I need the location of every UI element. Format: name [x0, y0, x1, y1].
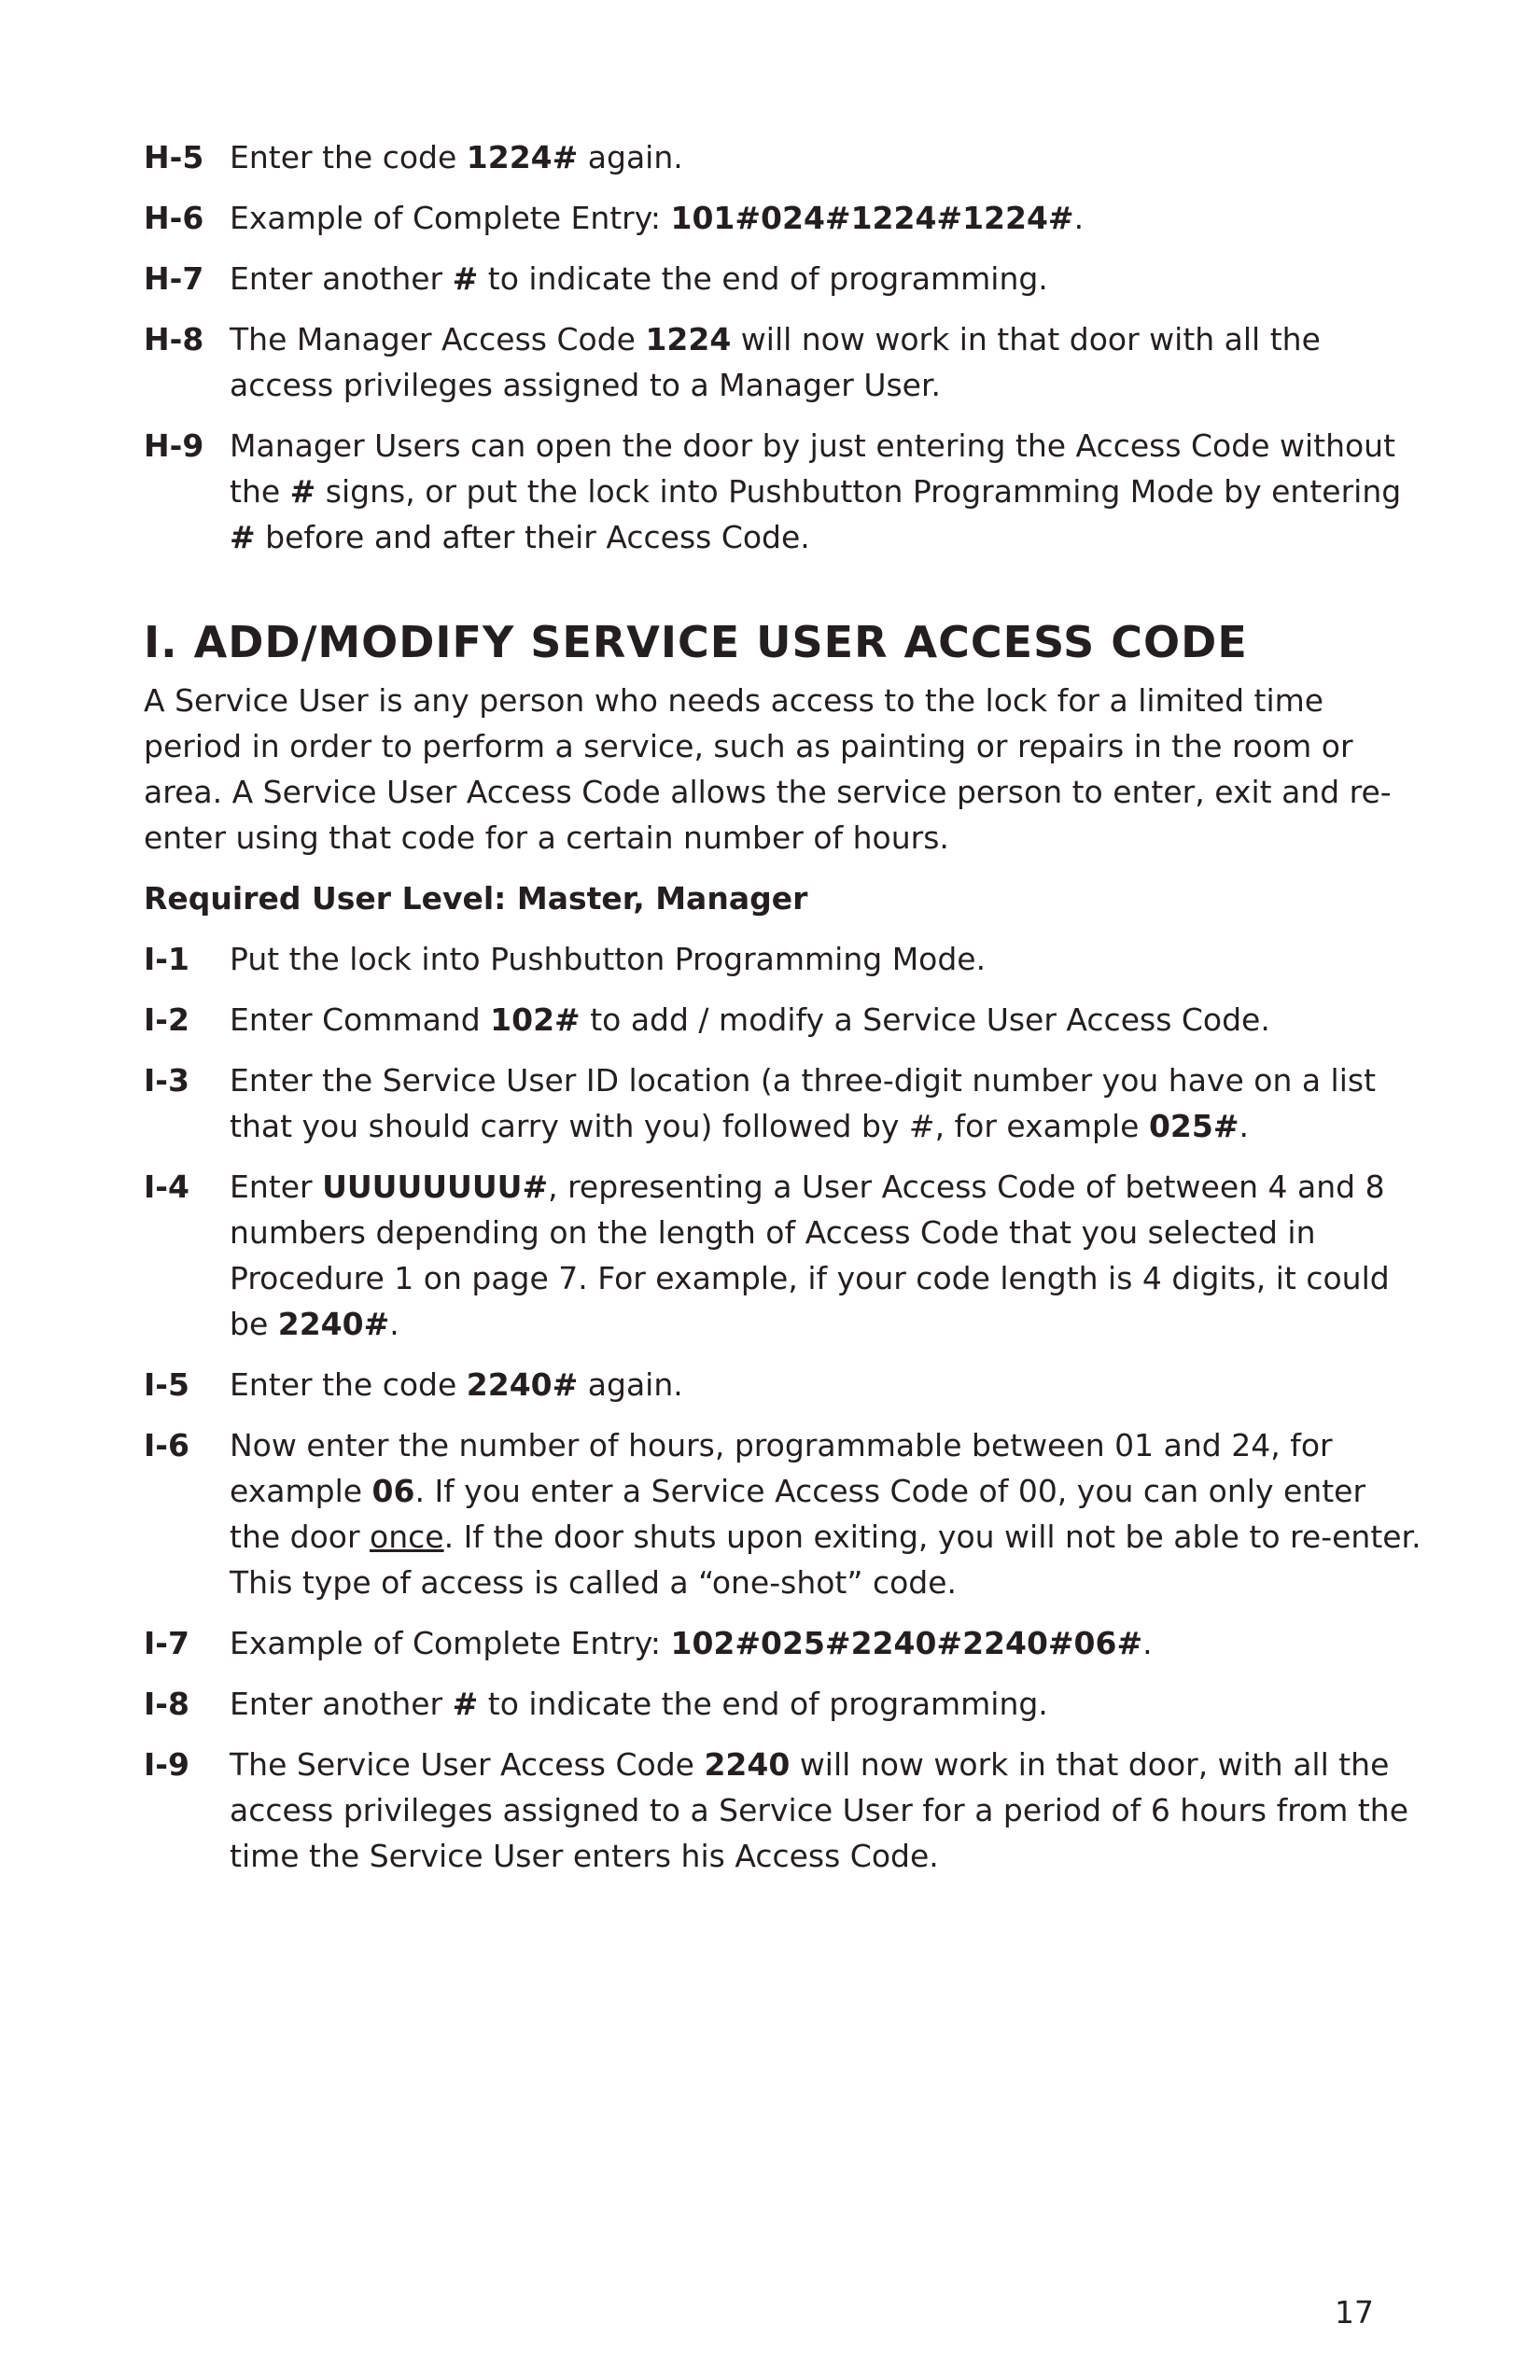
- step-text-run: .: [1142, 1625, 1153, 1661]
- step-text-run: The Manager Access Code: [230, 321, 646, 357]
- step-item: [144, 997, 1422, 1043]
- step-text-run: .: [1239, 1108, 1249, 1144]
- step-label: I-3: [144, 1062, 189, 1099]
- step-code: 2240#: [466, 1366, 579, 1403]
- step-item: [144, 1620, 1422, 1666]
- step-item: [144, 1742, 1422, 1879]
- step-text-run: .: [389, 1306, 399, 1342]
- step-text-run: Enter another: [230, 260, 453, 297]
- step-text-run: .: [1073, 200, 1085, 236]
- step-text: [230, 134, 1422, 180]
- step-label: H-7: [144, 260, 204, 297]
- step-text-run: to indicate the end of programming.: [478, 1686, 1048, 1722]
- step-code: 1224#: [466, 139, 579, 175]
- step-code: 102#: [490, 1001, 581, 1038]
- step-text-run: again.: [578, 139, 683, 175]
- step-code: 2240#: [277, 1306, 390, 1342]
- step-text: [230, 316, 1422, 408]
- required-user-level: Required User Level: Master, Manager: [144, 880, 808, 917]
- step-code: 101#024#1224#1224#: [670, 200, 1074, 236]
- section-heading: I. ADD/MODIFY SERVICE USER ACCESS CODE: [144, 617, 1248, 667]
- step-text-run: Enter another: [230, 1686, 453, 1722]
- step-code: #: [452, 260, 479, 297]
- step-text-run: will now work in that door, with all the access privileges assigned to a Service User for a period of 6 hours from the time the Service User enters his Access Code.: [230, 1746, 1409, 1874]
- step-label: I-5: [144, 1366, 189, 1403]
- step-item: [144, 1422, 1422, 1605]
- step-item: [144, 1362, 1422, 1407]
- step-item: [144, 1057, 1422, 1149]
- step-label: I-7: [144, 1625, 189, 1661]
- step-text-run: Enter: [230, 1169, 323, 1205]
- step-text-run: . If you enter a Service Access Code of 00, you can only enter the door: [230, 1473, 1366, 1555]
- step-label: H-6: [144, 200, 204, 236]
- step-text: [230, 997, 1422, 1043]
- step-text: [230, 195, 1422, 241]
- step-code: #: [230, 519, 256, 555]
- step-item: [144, 316, 1422, 408]
- step-code: 102#025#2240#2240#06#: [670, 1625, 1143, 1661]
- step-item: [144, 195, 1422, 241]
- step-text-run: Enter Command: [230, 1001, 491, 1038]
- step-item: [144, 256, 1422, 301]
- step-text-run: Example of Complete Entry:: [230, 200, 671, 236]
- step-text: [230, 1422, 1422, 1605]
- step-text-run: Manager Users can open the door by just entering the Access Code without the: [230, 427, 1396, 510]
- h-steps-list: [144, 134, 1422, 560]
- step-label: I-1: [144, 941, 189, 977]
- step-label: I-9: [144, 1746, 189, 1783]
- step-text: [230, 423, 1422, 560]
- step-text: [230, 1057, 1422, 1149]
- step-text-run: Enter the Service User ID location (a three-digit number you have on a list that you should carry with you) followed by #, for example: [230, 1062, 1377, 1144]
- step-label: I-4: [144, 1169, 189, 1205]
- step-item: [144, 1681, 1422, 1727]
- step-item: [144, 1164, 1422, 1347]
- manual-page: [144, 134, 1422, 1894]
- step-text: [230, 256, 1422, 301]
- step-text: [230, 936, 1422, 982]
- step-text-run: Example of Complete Entry:: [230, 1625, 671, 1661]
- step-emphasis: once: [370, 1519, 444, 1555]
- step-code: UUUUUUUU#: [322, 1169, 549, 1205]
- step-label: H-9: [144, 427, 204, 464]
- step-text-run: Now enter the number of hours, programmable between 01 and 24, for example: [230, 1427, 1333, 1509]
- step-label: H-8: [144, 321, 204, 357]
- step-text-run: will now work in that door with all the access privileges assigned to a Manager User.: [230, 321, 1321, 403]
- step-code: 025#: [1148, 1108, 1239, 1144]
- step-item: [144, 936, 1422, 982]
- step-text-run: to add / modify a Service User Access Code.: [580, 1001, 1270, 1038]
- step-label: I-2: [144, 1001, 189, 1038]
- page-number: 17: [1335, 2294, 1374, 2331]
- step-text-run: . If the door shuts upon exiting, you will not be able to re-enter. This type of access is called a “one-shot” code.: [230, 1519, 1421, 1601]
- step-text: [230, 1620, 1422, 1666]
- step-item: [144, 134, 1422, 180]
- step-text-run: before and after their Access Code.: [255, 519, 810, 555]
- step-text-run: Enter the code: [230, 139, 467, 175]
- step-item: [144, 423, 1422, 560]
- step-code: #: [452, 1686, 479, 1722]
- step-text: [230, 1362, 1422, 1407]
- step-code: 06: [371, 1473, 415, 1509]
- step-text-run: Enter the code: [230, 1366, 467, 1403]
- step-label: I-6: [144, 1427, 189, 1463]
- step-text: [230, 1742, 1422, 1879]
- step-text-run: , representing a User Access Code of between 4 and 8 numbers depending on the length of Access Code that you selected in Procedure 1 on page 7. For example, if your code length is 4 digits, it could be: [230, 1169, 1390, 1342]
- step-code: 1224: [645, 321, 732, 357]
- section-intro: A Service User is any person who needs access to the lock for a limited time period in order to perform a service, such as painting or repairs in the room or area. A Service User Access Code allows the service person to enter, exit and re-enter using that code for a certain number of hours.: [144, 682, 1392, 856]
- step-text: [230, 1681, 1422, 1727]
- step-label: I-8: [144, 1686, 189, 1722]
- step-text-run: The Service User Access Code: [230, 1746, 705, 1783]
- step-text: [230, 1164, 1422, 1347]
- step-text-run: again.: [578, 1366, 683, 1403]
- i-steps-list: [144, 936, 1422, 1879]
- step-text-run: to indicate the end of programming.: [478, 260, 1048, 297]
- step-code: #: [289, 473, 316, 510]
- step-text-run: Put the lock into Pushbutton Programming Mode.: [230, 941, 987, 977]
- step-text-run: signs, or put the lock into Pushbutton Programming Mode by entering: [315, 473, 1402, 510]
- step-code: 2240: [704, 1746, 791, 1783]
- step-label: H-5: [144, 139, 204, 175]
